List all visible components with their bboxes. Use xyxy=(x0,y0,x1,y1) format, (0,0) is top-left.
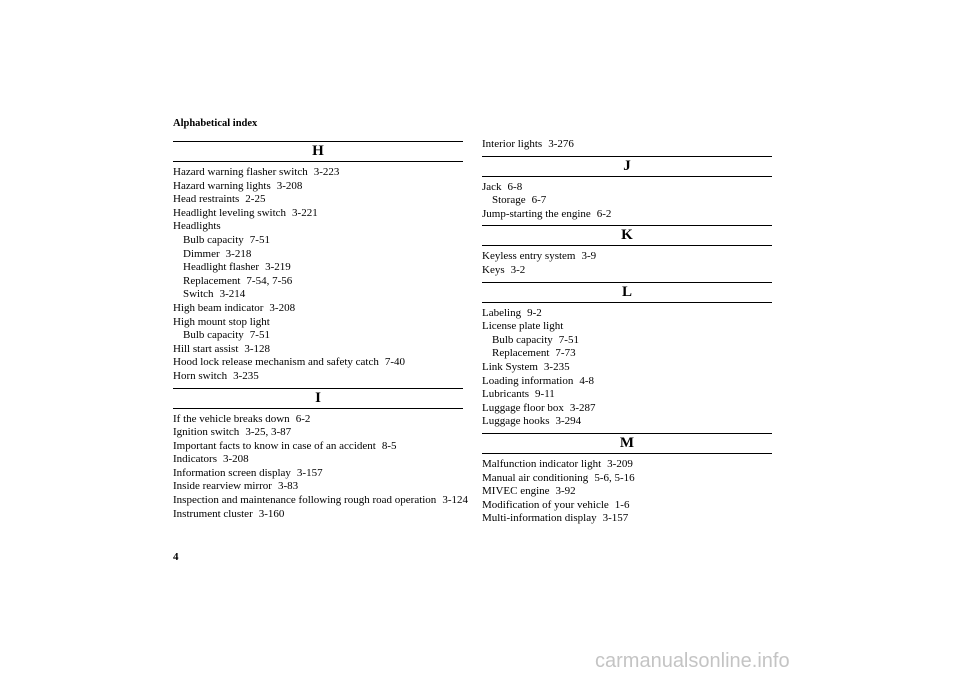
index-subentry: Bulb capacity 7-51 xyxy=(183,233,270,246)
section-letter-j: J xyxy=(482,156,772,177)
index-entry: Multi-information display 3-157 xyxy=(482,512,629,525)
index-subentry: Switch 3-214 xyxy=(183,288,246,301)
index-entry: If the vehicle breaks down 6-2 xyxy=(173,412,311,425)
index-subentry: Replacement 7-54, 7-56 xyxy=(183,274,293,287)
index-column-right xyxy=(482,138,772,526)
index-entry: High mount stop light xyxy=(173,315,270,328)
section-letter-l: L xyxy=(482,282,772,303)
index-entry: Hazard warning flasher switch 3-223 xyxy=(173,166,340,178)
index-entry: Lubricants 9-11 xyxy=(482,388,555,401)
index-entry: Manual air conditioning 5-6, 5-16 xyxy=(482,471,635,484)
index-subentry: Bulb capacity 7-51 xyxy=(492,333,579,346)
index-entry: Jump-starting the engine 6-2 xyxy=(482,207,612,220)
index-subentry: Replacement 7-73 xyxy=(492,347,576,360)
index-entry: Luggage floor box 3-287 xyxy=(482,401,596,414)
index-entry: Headlights xyxy=(173,220,221,233)
section-letter-h: H xyxy=(173,141,463,162)
index-subentry: Headlight flasher 3-219 xyxy=(183,261,291,274)
index-subentry: Dimmer 3-218 xyxy=(183,247,252,260)
index-entry: Hazard warning lights 3-208 xyxy=(173,179,303,192)
section-letter-m: M xyxy=(482,433,772,454)
index-entry: Important facts to know in case of an accident 8-5 xyxy=(173,439,397,452)
index-subentry: Storage 6-7 xyxy=(492,194,547,207)
section-letter-k: K xyxy=(482,225,772,246)
index-entry: Headlight leveling switch 3-221 xyxy=(173,206,318,219)
index-entry: Horn switch 3-235 xyxy=(173,369,259,382)
index-entry: Indicators 3-208 xyxy=(173,453,249,466)
page-number: 4 xyxy=(173,551,179,563)
index-entry: Head restraints 2-25 xyxy=(173,193,266,206)
index-entry: Link System 3-235 xyxy=(482,360,570,373)
index-entry: Keys 3-2 xyxy=(482,263,526,276)
index-entry: Malfunction indicator light 3-209 xyxy=(482,457,633,470)
index-entry: Inside rearview mirror 3-83 xyxy=(173,480,299,493)
index-entry: Information screen display 3-157 xyxy=(173,466,323,479)
index-entry: Labeling 9-2 xyxy=(482,306,542,319)
index-entry: Hill start assist 3-128 xyxy=(173,342,271,355)
index-entry: High beam indicator 3-208 xyxy=(173,301,296,314)
watermark-text: carmanualsonline.info xyxy=(595,650,790,672)
index-entry: License plate light xyxy=(482,320,564,333)
section-letter-i: I xyxy=(173,388,463,409)
index-entry: Ignition switch 3-25, 3-87 xyxy=(173,426,292,439)
index-entry: Luggage hooks 3-294 xyxy=(482,415,582,428)
index-entry: Hood lock release mechanism and safety catch 7-40 xyxy=(173,356,406,369)
page-title: Alphabetical index xyxy=(173,118,258,129)
index-entry: Instrument cluster 3-160 xyxy=(173,507,285,520)
index-entry: Jack 6-8 xyxy=(482,180,523,193)
index-entry: Interior lights 3-276 xyxy=(482,138,574,150)
index-entry: Loading information 4-8 xyxy=(482,374,595,387)
index-entry: MIVEC engine 3-92 xyxy=(482,485,576,498)
index-entry: Inspection and maintenance following rough road operation 3-124 xyxy=(173,494,468,507)
index-subentry: Bulb capacity 7-51 xyxy=(183,329,270,342)
index-column-left xyxy=(173,141,468,521)
index-entry: Keyless entry system 3-9 xyxy=(482,250,597,263)
index-entry: Modification of your vehicle 1-6 xyxy=(482,498,630,511)
